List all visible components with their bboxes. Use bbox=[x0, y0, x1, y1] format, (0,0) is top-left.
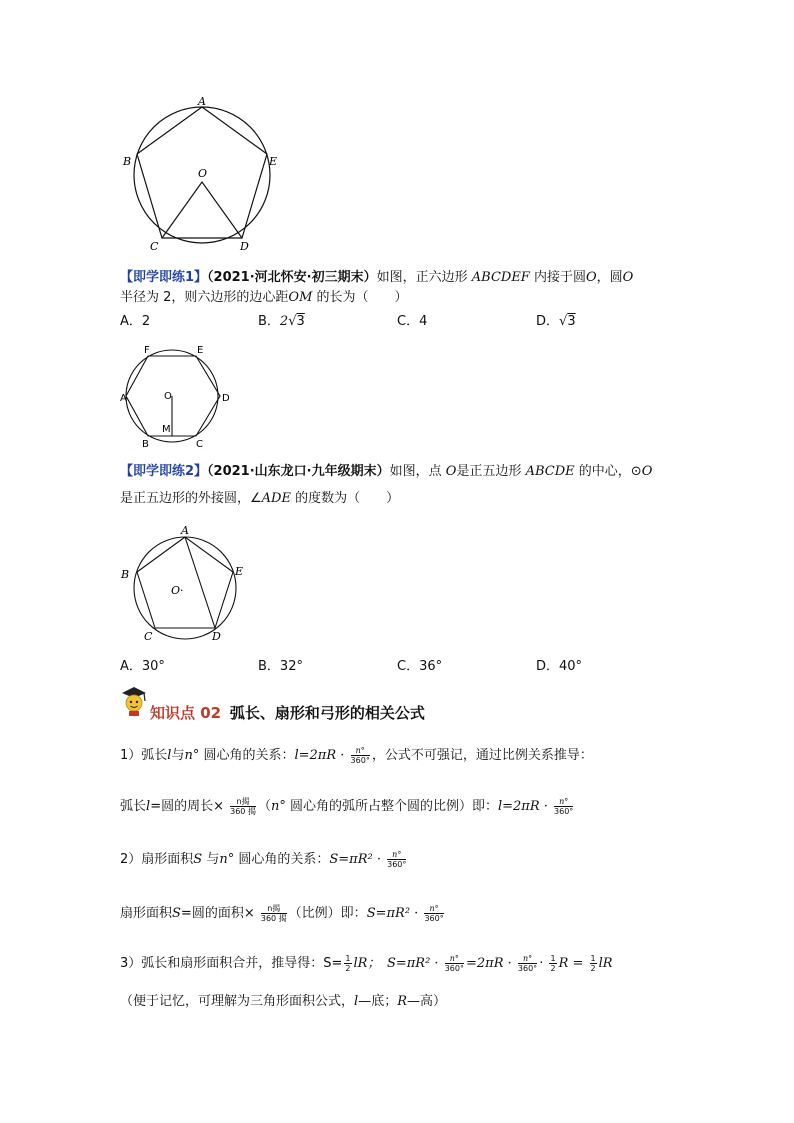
hex-label-M: M bbox=[162, 424, 171, 435]
fraction: $\frac{\text{n揭}}{\text{360 揭}}$ bbox=[230, 797, 256, 816]
figure-pentagon-ocd bbox=[118, 95, 288, 255]
fraction: $\frac{n^\circ}{360^\circ}$ bbox=[387, 850, 407, 869]
q2-o2: O bbox=[641, 464, 653, 479]
q1-tag: 【即学即练1】 bbox=[120, 270, 208, 285]
figure-pentagon-ade bbox=[118, 520, 253, 642]
q2-option-b[interactable]: B．32° bbox=[258, 659, 303, 674]
q1-line2 bbox=[120, 288, 408, 308]
q2-tag: 【即学即练2】 bbox=[120, 464, 208, 479]
q2-angle: ADE bbox=[261, 491, 291, 506]
q1-circle1: O bbox=[585, 270, 597, 285]
hex-label-C: C bbox=[196, 439, 203, 450]
fraction: $\frac{1}{2}$ bbox=[550, 954, 556, 973]
fraction: $\frac{n^\circ}{360^\circ}$ bbox=[424, 904, 444, 923]
figure-hexagon bbox=[118, 343, 238, 451]
pent-label-B: B bbox=[121, 568, 130, 581]
fraction: $\frac{n^\circ}{360^\circ}$ bbox=[350, 746, 370, 765]
kp-line5: 3）弧长和扇形面积合并，推导得：S= $\frac{1}{2}$ lR； S=πR² · $\frac{n^\circ}{360^\circ}$ =2πR · $\frac{n^\circ}{360^\circ}$ · $\frac{1}{2}$ R = $\frac{1}{2}$ lR bbox=[120, 954, 613, 973]
label-A: A bbox=[198, 95, 206, 108]
q1-om: OM bbox=[288, 290, 313, 305]
q1-text-a: 如图，正六边形 bbox=[376, 270, 468, 285]
q2-poly: ABCDE bbox=[525, 464, 575, 479]
label-D: D bbox=[240, 240, 249, 253]
q2-option-c[interactable]: C．36° bbox=[397, 659, 443, 674]
kp-line1: 1）弧长l与n° 圆心角的关系：l=2πR · $\frac{n^\circ}{360^\circ}$ ，公式不可强记，通过比例关系推导： bbox=[120, 746, 593, 765]
label-O: O bbox=[198, 167, 208, 180]
kp-line6: （便于记忆，可理解为三角形面积公式，l—底；R—高） bbox=[120, 994, 447, 1009]
pent-label-D: D bbox=[212, 630, 221, 642]
label-E: E bbox=[269, 155, 278, 168]
kp-line4: 扇形面积S=圆的面积× $\frac{\text{n揭}}{\text{360 揭}}$ （比例）即：S=πR² · $\frac{n^\circ}{360^\circ}$ bbox=[120, 904, 444, 923]
knowledge-point-title bbox=[150, 702, 425, 723]
q2-line1 bbox=[120, 462, 652, 482]
hex-label-O: O bbox=[164, 391, 172, 402]
q1-text-b: 内接于圆 bbox=[533, 270, 586, 285]
q2-line2 bbox=[120, 489, 399, 509]
q1-text-c: ，圆 bbox=[596, 270, 623, 285]
q2-o: O bbox=[445, 464, 457, 479]
q1-option-c[interactable]: C．4 bbox=[397, 314, 428, 329]
q2-option-d[interactable]: D．40° bbox=[536, 659, 583, 674]
pent-label-C: C bbox=[144, 630, 153, 642]
q2-text-b: 是正五边形 bbox=[456, 464, 522, 479]
q2-option-a[interactable]: A．30° bbox=[120, 659, 165, 674]
fraction: $\frac{n^\circ}{360^\circ}$ bbox=[444, 954, 464, 973]
pent-label-O: O· bbox=[171, 584, 184, 597]
q1-line1 bbox=[120, 268, 633, 288]
hex-label-F: F bbox=[144, 345, 150, 356]
q2-line2-a: 是正五边形的外接圆，∠ bbox=[120, 491, 262, 506]
label-C: C bbox=[150, 240, 159, 253]
hex-label-D: D bbox=[222, 393, 230, 404]
pent-label-E: E bbox=[235, 565, 244, 578]
q1-line2-b: 的长为（ ） bbox=[316, 290, 408, 305]
q2-text-a: 如图，点 bbox=[389, 464, 442, 479]
fraction: $\frac{\text{n揭}}{\text{360 揭}}$ bbox=[260, 904, 287, 923]
label-B: B bbox=[123, 155, 132, 168]
kp-number: 知识点 02 bbox=[150, 704, 222, 722]
kp-heading: 弧长、扇形和弓形的相关公式 bbox=[229, 704, 425, 722]
q2-line2-b: 的度数为（ ） bbox=[295, 491, 400, 506]
q2-source: （2021·山东龙口·九年级期末） bbox=[207, 464, 390, 479]
q1-circle2: O bbox=[622, 270, 634, 285]
hex-label-E: E bbox=[197, 345, 204, 356]
q1-option-d[interactable]: D．√3 bbox=[536, 314, 576, 329]
sqrt-icon: √ bbox=[288, 314, 297, 329]
q1-option-b[interactable]: B．2√3 bbox=[258, 314, 305, 329]
q1-source: （2021·河北怀安·初三期末） bbox=[207, 270, 377, 285]
q1-option-a[interactable]: A．2 bbox=[120, 314, 151, 329]
kp-line2: 弧长l=圆的周长× $\frac{\text{n揭}}{\text{360 揭}}$ （n° 圆心角的弧所占整个圆的比例）即：l=2πR · $\frac{n^\circ}{360^\circ}$ bbox=[120, 797, 574, 816]
sqrt-icon: √ bbox=[559, 314, 568, 329]
kp-line3: 2）扇形面积S 与n° 圆心角的关系：S=πR² · $\frac{n^\circ}{360^\circ}$ bbox=[120, 850, 407, 869]
pent-label-A: A bbox=[181, 524, 189, 537]
scholar-mascot-icon bbox=[118, 684, 152, 718]
fraction: $\frac{1}{2}$ bbox=[590, 954, 596, 973]
q2-text-c: 的中心，⊙ bbox=[578, 464, 642, 479]
hex-label-B: B bbox=[142, 439, 149, 450]
hex-label-A: A bbox=[120, 393, 127, 404]
fraction: $\frac{n^\circ}{360^\circ}$ bbox=[517, 954, 538, 973]
q1-poly: ABCDEF bbox=[471, 270, 530, 285]
fraction: $\frac{1}{2}$ bbox=[345, 954, 351, 973]
q1-line2-a: 半径为 2，则六边形的边心距 bbox=[120, 290, 289, 305]
fraction: $\frac{n^\circ}{360^\circ}$ bbox=[554, 797, 574, 816]
